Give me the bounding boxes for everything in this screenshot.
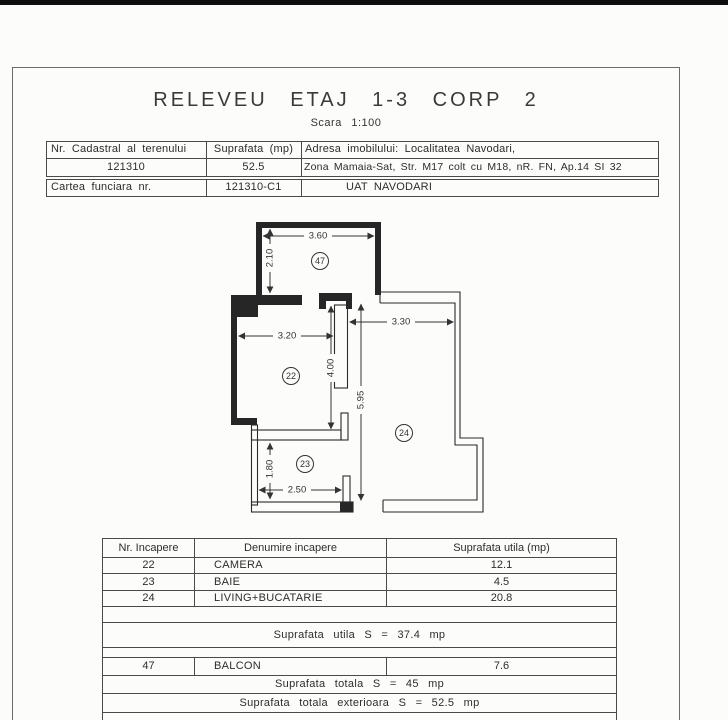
useful-total-row — [103, 623, 616, 648]
svg-text:4.00: 4.00 — [325, 358, 337, 378]
area-table — [102, 538, 617, 720]
dim-label-balcony-depth — [265, 244, 276, 272]
empty-cell — [103, 648, 616, 657]
land-book-label: Cartea funciara nr. — [51, 181, 152, 193]
total-label: Suprafata totala S = 45 mp — [275, 678, 444, 690]
room-label-camera — [283, 368, 300, 385]
table-row — [103, 558, 616, 574]
living-wall-caps — [380, 292, 383, 512]
empty-row — [103, 607, 616, 623]
svg-text:5.95: 5.95 — [355, 390, 367, 410]
total-exterior-row — [103, 694, 616, 713]
room-area: 7.6 — [386, 658, 616, 675]
room-name: BALCON — [194, 658, 386, 675]
address-line2: Zona Mamaia-Sat, Str. M17 colt cu M18, nR. FN, Ap.14 SI 32 — [304, 161, 622, 173]
land-book-value: 121310-C1 — [225, 181, 282, 193]
dim-label-baie-width — [283, 485, 311, 496]
gap-row — [103, 648, 616, 658]
dim-label-camera-width — [273, 331, 301, 342]
svg-text:47: 47 — [314, 256, 326, 266]
baie-right-pier — [343, 476, 350, 502]
total-row — [103, 676, 616, 694]
empty-cell — [103, 713, 616, 720]
area-table-header-row — [103, 539, 616, 558]
room-label-living — [396, 425, 413, 442]
top-left-wall — [231, 295, 302, 317]
area-value: 52.5 — [242, 161, 265, 173]
svg-text:3.60: 3.60 — [308, 230, 328, 242]
svg-text:23: 23 — [299, 459, 311, 469]
wall-camera-baie — [252, 430, 342, 440]
svg-text:1.80: 1.80 — [264, 459, 276, 479]
room-nr: 23 — [142, 576, 155, 588]
svg-text:3.30: 3.30 — [391, 316, 411, 328]
table-row — [103, 574, 616, 591]
table-row — [103, 591, 616, 607]
scale-label: Scara 1:100 — [310, 117, 382, 129]
dim-label-baie-depth — [265, 455, 276, 483]
cadastral-value: 121310 — [107, 161, 145, 173]
room-nr: 24 — [142, 592, 155, 604]
useful-total-label: Suprafata utila S = 37.4 mp — [273, 629, 446, 641]
room-label-balcon — [312, 253, 329, 270]
left-wall — [231, 317, 237, 418]
room-name: BAIE — [194, 574, 386, 590]
col-header-area: Suprafata utila (mp) — [386, 539, 616, 557]
svg-text:2.10: 2.10 — [264, 248, 276, 268]
dim-label-camera-depth — [326, 354, 337, 382]
room-name: CAMERA — [194, 558, 386, 573]
room-nr: 47 — [142, 660, 155, 672]
svg-text:24: 24 — [398, 428, 410, 438]
cadastral-label: Nr. Cadastral al terenului — [51, 143, 187, 155]
dim-label-balcony-width — [304, 231, 332, 242]
svg-text:3.20: 3.20 — [277, 330, 297, 342]
col-header-nr: Nr. Incapere — [118, 542, 179, 554]
col-header-name: Denumire incapere — [194, 539, 386, 557]
table-row-balcony — [103, 658, 616, 676]
room-area: 4.5 — [386, 574, 616, 590]
room-nr: 22 — [142, 559, 155, 571]
hollow-walls — [252, 292, 484, 512]
dimension-labels — [265, 231, 416, 496]
area-label: Suprafata (mp) — [213, 143, 294, 155]
living-inner-wall — [380, 303, 477, 500]
baie-bottom-wall — [252, 502, 354, 512]
room-area: 20.8 — [386, 591, 616, 606]
empty-cell — [103, 607, 616, 622]
baie-left-wall — [252, 425, 258, 505]
svg-text:22: 22 — [285, 371, 297, 381]
room-label-baie — [297, 456, 314, 473]
dim-label-living-width — [387, 317, 415, 328]
left-wall-step — [231, 418, 257, 425]
total-exterior-label: Suprafata totala exterioara S = 52.5 mp — [239, 697, 480, 709]
room-name: LIVING+BUCATARIE — [194, 591, 386, 606]
dim-label-living-depth — [356, 386, 367, 414]
cut-off-row — [103, 713, 616, 720]
mid-wall-pier — [341, 413, 348, 440]
page-title: RELEVEU ETAJ 1-3 CORP 2 — [153, 89, 539, 111]
bath-wall-foot — [340, 502, 353, 512]
uat-label: UAT NAVODARI — [346, 181, 433, 193]
room-area: 12.1 — [386, 558, 616, 573]
svg-text:2.50: 2.50 — [287, 484, 307, 496]
address-line1: Adresa imobilului: Localitatea Navodari, — [305, 143, 516, 155]
